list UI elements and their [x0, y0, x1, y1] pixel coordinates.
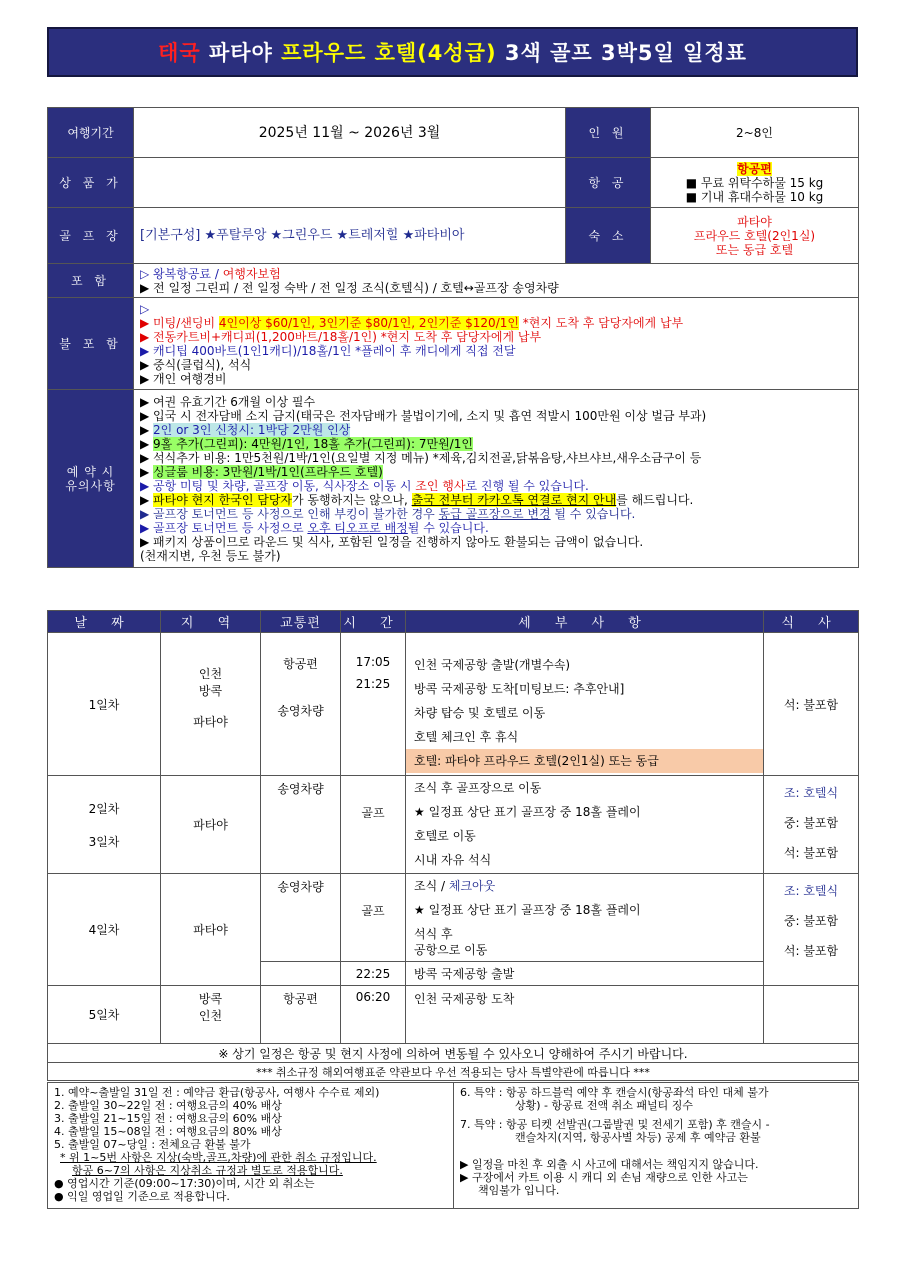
period-label: 여행기간 [48, 108, 134, 158]
info-table [47, 107, 859, 568]
time: 06:20 [341, 986, 406, 1044]
col-region: 지 역 [161, 611, 261, 633]
cancel-rules-right: 6. 특약 : 항공 하드블럭 예약 후 캔슬시(항공좌석 타인 대체 불가 상황) - 항공료 전액 취소 패널티 징수 7. 특약 : 항공 티켓 선발권(그룹발권 및 전세기 포함) 후 캔슬시 - 캔슬차지(지역, 항공사별 차등) 공제 후 예약금 환불 ▶ 일정을 마친 후 외출 시 사고에 대해서는 책임지지 않습니다. ▶ 구장에서 카트 이용 시 캐디 외 손님 재량으로 인한 사고는 책임불가 입니다. [454, 1083, 859, 1209]
meal: 석: 불포함 [764, 633, 859, 776]
period-value: 2025년 11월 ~ 2026년 3월 [134, 108, 566, 158]
day-row [48, 633, 859, 776]
excl-value: ▷ ▶ 미팅/샌딩비 4인이상 $60/1인, 3인기준 $80/1인, 2인기준 $120/1인 *현지 도착 후 담당자에게 납부 ▶ 전동카트비+캐디피(1,200바트/18홀/1인) *현지 도착 후 담당자에게 납부 ▶ 캐디팁 400바트(1인1캐디)/18홀/1인 *플레이 후 캐디에게 직접 전달 ▶ 중식(클럽식), 석식 ▶ 개인 여행경비 [134, 298, 859, 390]
price-value [134, 158, 566, 208]
footnote: ※ 상기 일정은 항공 및 현지 사정에 의하여 변동될 수 있사오니 양해하여 주시기 바랍니다. [48, 1044, 859, 1063]
transport: 항공편 [261, 986, 341, 1044]
day-row [48, 776, 859, 874]
day-label: 5일차 [48, 986, 161, 1044]
transport: 송영차량 [261, 874, 341, 962]
stay-label: 숙 소 [566, 208, 651, 264]
col-transport: 교통편 [261, 611, 341, 633]
page-title: 태국 파타야 프라우드 호텔(4성급) 3색 골프 3박5일 일정표 [47, 27, 858, 77]
golf-value: [기본구성] ★푸탈루앙 ★그린우드 ★트레저힐 ★파타비아 [134, 208, 566, 264]
time: 17:05 21:25 [341, 633, 406, 776]
detail: 인천 국제공항 출발(개별수속) 방콕 국제공항 도착[미팅보드: 추후안내] 차량 탑승 및 호텔로 이동 호텔 체크인 후 휴식 호텔: 파타야 프라우드 호텔(2인1실) 또는 동급 [406, 633, 764, 776]
people-value: 2~8인 [651, 108, 859, 158]
time: 골프 [341, 776, 406, 874]
region: 방콕 인천 [161, 986, 261, 1044]
air-label: 항 공 [566, 158, 651, 208]
meal: 조: 호텔식 중: 불포함 석: 불포함 [764, 776, 859, 874]
detail: 방콕 국제공항 출발 [406, 962, 764, 986]
region: 파타야 [161, 874, 261, 986]
people-label: 인 원 [566, 108, 651, 158]
cancel-table [47, 1082, 859, 1209]
detail: 조식 / 체크아웃 ★ 일정표 상단 표기 골프장 중 18홀 플레이 석식 후 공항으로 이동 [406, 874, 764, 962]
day-label: 2일차 3일차 [48, 776, 161, 874]
notes-value: ▶ 여권 유효기간 6개월 이상 필수 ▶ 입국 시 전자담배 소지 금지(태국은 전자담배가 불법이기에, 소지 및 흡연 적발시 100만원 이상 벌금 부과) ▶ 2인 or 3인 신청시: 1박당 2만원 인상 ▶ 9홀 추가(그린피): 4만원/1인, 18홀 추가(그린피): 7만원/1인 ▶ 석식추가 비용: 1만5천원/1박/1인(요일별 지정 메뉴) *제육,김치전골,닭볶음탕,샤브샤브,새우소금구이 등 ▶ 싱글룸 비용: 3만원/1박/1인(프라우드 호텔) ▶ 공항 미팅 및 차량, 골프장 이동, 식사장소 이동 시 조인 행사로 진행 될 수 있습니다. ▶ 파타야 현지 한국인 담당자가 동행하지는 않으나, 출국 전부터 카카오톡 연결로 현지 안내를 해드립니다. ▶ 골프장 토너먼트 등 사정으로 인해 부킹이 불가한 경우 동급 골프장으로 변경 될 수 있습니다. ▶ 골프장 토너먼트 등 사정으로 오후 티오프로 배정될 수 있습니다. ▶ 패키지 상품이므로 라운드 및 식사, 포함된 일정을 진행하지 않아도 환불되는 금액이 없습니다. (천재지변, 우천 등도 불가) [134, 390, 859, 568]
stay-value: 파타야 프라우드 호텔(2인1실) 또는 동급 호텔 [651, 208, 859, 264]
day-row [48, 874, 859, 962]
col-meal: 식 사 [764, 611, 859, 633]
transport: 항공편 송영차량 [261, 633, 341, 776]
col-date: 날 짜 [48, 611, 161, 633]
region: 파타야 [161, 776, 261, 874]
day-label: 1일차 [48, 633, 161, 776]
day-label: 4일차 [48, 874, 161, 986]
incl-value: ▷ 왕복항공료 / 여행자보험 ▶ 전 일정 그린피 / 전 일정 숙박 / 전 일정 조식(호텔식) / 호텔↔골프장 송영차량 [134, 264, 859, 298]
col-detail: 세 부 사 항 [406, 611, 764, 633]
price-label: 상 품 가 [48, 158, 134, 208]
detail: 인천 국제공항 도착 [406, 986, 764, 1044]
cancel-policy-note: *** 취소규정 해외여행표준 약관보다 우선 적용되는 당사 특별약관에 따릅니다 *** [48, 1063, 859, 1081]
region: 인천 방콕 파타야 [161, 633, 261, 776]
incl-label: 포 함 [48, 264, 134, 298]
time: 22:25 [341, 962, 406, 986]
cancel-rules-left: 1. 예약~출발일 31일 전 : 예약금 환급(항공사, 여행사 수수료 제외) 2. 출발일 30~22일 전 : 여행요금의 40% 배상 3. 출발일 21~15일 전 : 여행요금의 60% 배상 4. 출발일 15~08일 전 : 여행요금의 80% 배상 5. 출발일 07~당일 : 전체요금 환불 불가 * 위 1~5번 사항은 지상(숙박,골프,차량)에 관한 취소 규정입니다. 항공 6~7의 사항은 지상취소 규정과 별도로 적용합니다. ● 영업시간 기준(09:00~17:30)이며, 시간 외 취소는 ● 익일 영업일 기준으로 적용합니다. [48, 1083, 454, 1209]
air-value: 항공편 ■ 무료 위탁수하물 15 kg ■ 기내 휴대수하물 10 kg [651, 158, 859, 208]
golf-label: 골 프 장 [48, 208, 134, 264]
transport: 송영차량 [261, 776, 341, 874]
meal: 조: 호텔식 중: 불포함 석: 불포함 [764, 874, 859, 986]
time: 골프 [341, 874, 406, 962]
excl-label: 불 포 함 [48, 298, 134, 390]
day-row [48, 986, 859, 1044]
notes-label: 예 약 시 유의사항 [48, 390, 134, 568]
meal [764, 986, 859, 1044]
schedule-table [47, 610, 859, 1081]
detail: 조식 후 골프장으로 이동 ★ 일정표 상단 표기 골프장 중 18홀 플레이 호텔로 이동 시내 자유 석식 [406, 776, 764, 874]
col-time: 시 간 [341, 611, 406, 633]
